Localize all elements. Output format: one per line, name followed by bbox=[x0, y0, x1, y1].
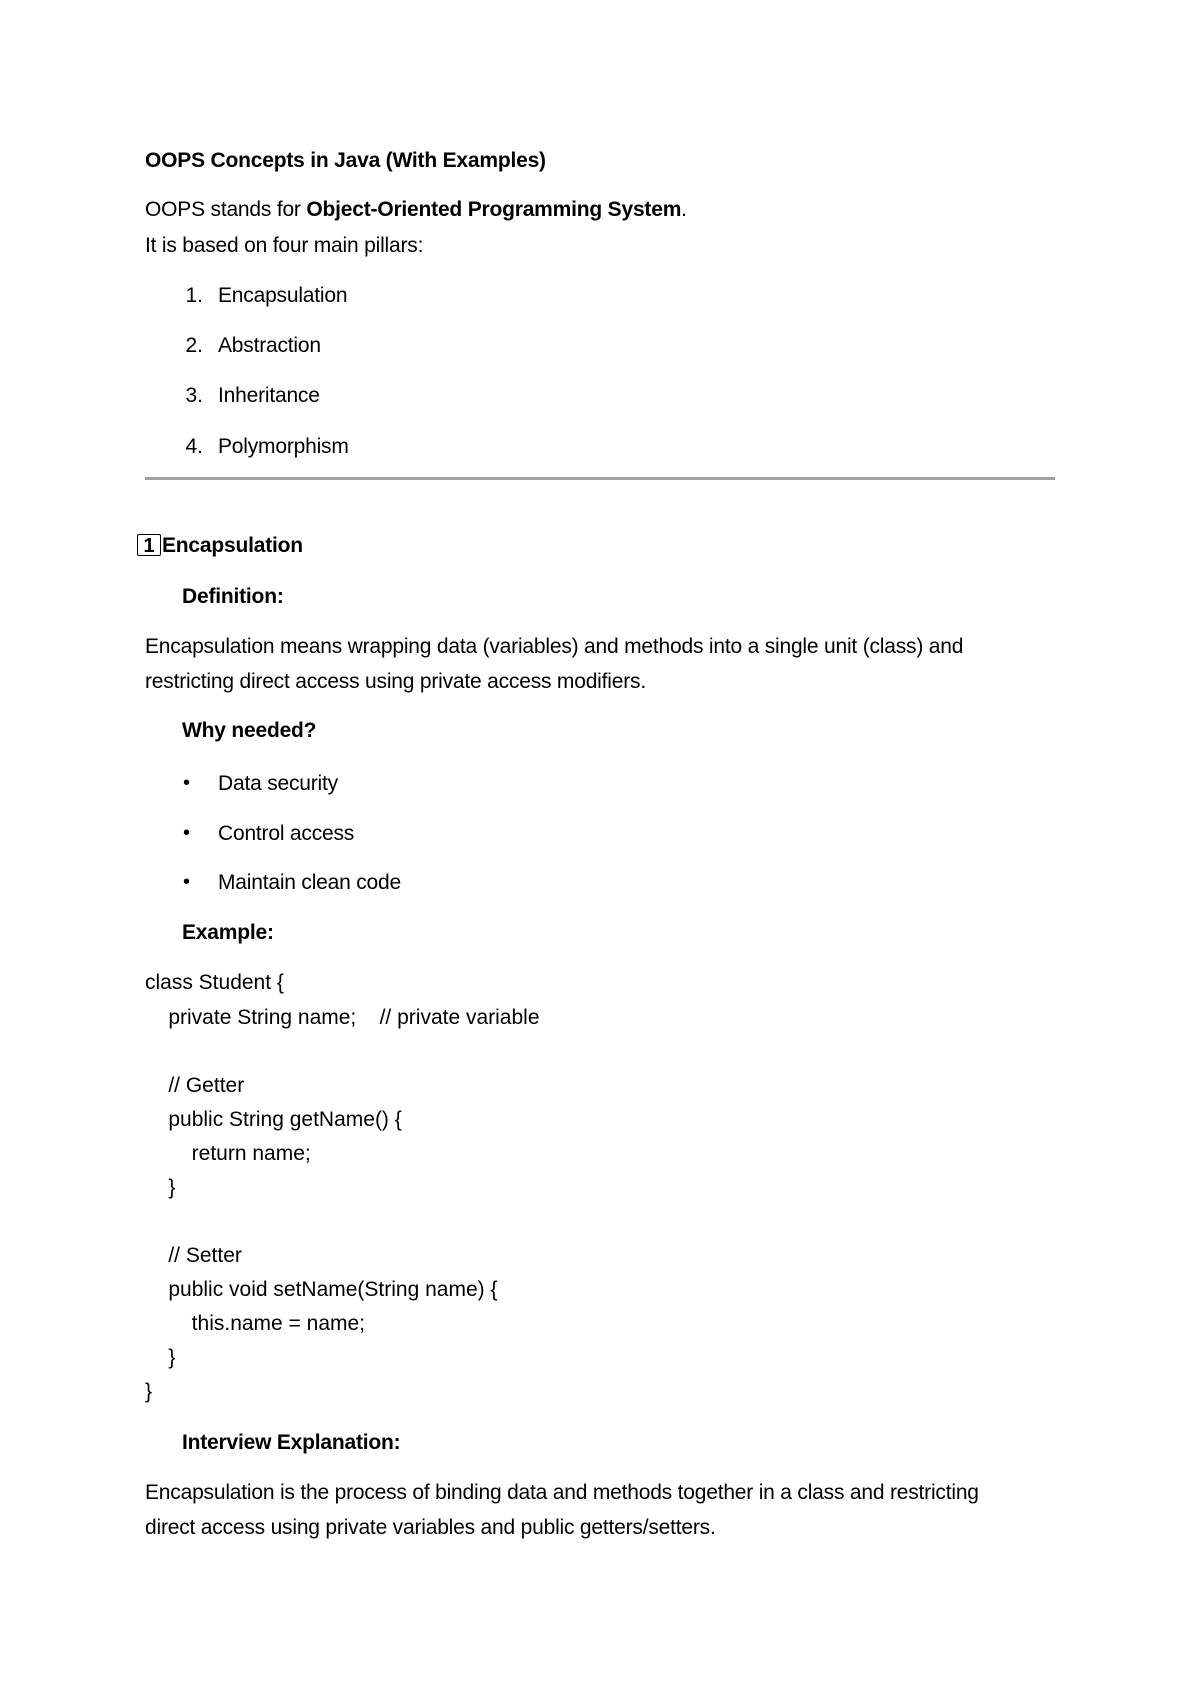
intro-term: Object-Oriented Programming System bbox=[306, 198, 682, 221]
code-line: public String getName() { bbox=[145, 1108, 402, 1131]
intro-suffix: . bbox=[681, 198, 687, 221]
bullet-icon: • bbox=[183, 822, 191, 844]
list-number: 2. bbox=[185, 334, 203, 357]
code-line: public void setName(String name) { bbox=[145, 1278, 498, 1301]
list-label: Maintain clean code bbox=[218, 871, 401, 894]
list-label: Control access bbox=[218, 822, 355, 845]
code-line: } bbox=[145, 1176, 176, 1199]
list-label: Inheritance bbox=[218, 384, 320, 407]
example-label: Example: bbox=[182, 921, 274, 944]
list-label: Polymorphism bbox=[218, 435, 349, 458]
code-line: } bbox=[145, 1380, 153, 1403]
pillars-intro: It is based on four main pillars: bbox=[145, 234, 424, 257]
list-number: 4. bbox=[185, 435, 203, 458]
why-needed-label: Why needed? bbox=[182, 719, 317, 742]
code-line: return name; bbox=[145, 1142, 311, 1165]
definition-label: Definition: bbox=[182, 585, 284, 608]
intro-line bbox=[145, 197, 687, 223]
section-heading: Encapsulation bbox=[162, 534, 303, 557]
section-divider bbox=[145, 477, 1055, 480]
list-label: Abstraction bbox=[218, 334, 321, 357]
interview-text-line-2: direct access using private variables and public getters/setters. bbox=[145, 1516, 716, 1539]
document-title: OOPS Concepts in Java (With Examples) bbox=[145, 149, 546, 172]
definition-text-line-2: restricting direct access using private access modifiers. bbox=[145, 670, 646, 693]
code-line: // Getter bbox=[145, 1074, 245, 1097]
list-number: 3. bbox=[185, 384, 203, 407]
interview-text-line-1: Encapsulation is the process of binding data and methods together in a class and restricting bbox=[145, 1481, 979, 1504]
interview-label: Interview Explanation: bbox=[182, 1431, 401, 1454]
bullet-icon: • bbox=[183, 772, 191, 794]
bullet-icon: • bbox=[183, 871, 191, 893]
code-line: private String name; // private variable bbox=[145, 1006, 540, 1029]
list-label: Data security bbox=[218, 772, 338, 795]
definition-text-line-1: Encapsulation means wrapping data (variables) and methods into a single unit (class) and bbox=[145, 635, 964, 658]
keycap-number-icon: 1 bbox=[137, 534, 161, 556]
list-label: Encapsulation bbox=[218, 284, 348, 307]
code-line: class Student { bbox=[145, 971, 284, 994]
code-line: // Setter bbox=[145, 1244, 242, 1267]
code-line: } bbox=[145, 1346, 176, 1369]
list-number: 1. bbox=[185, 284, 203, 307]
intro-prefix: OOPS stands for bbox=[145, 198, 307, 221]
code-line: this.name = name; bbox=[145, 1312, 366, 1335]
